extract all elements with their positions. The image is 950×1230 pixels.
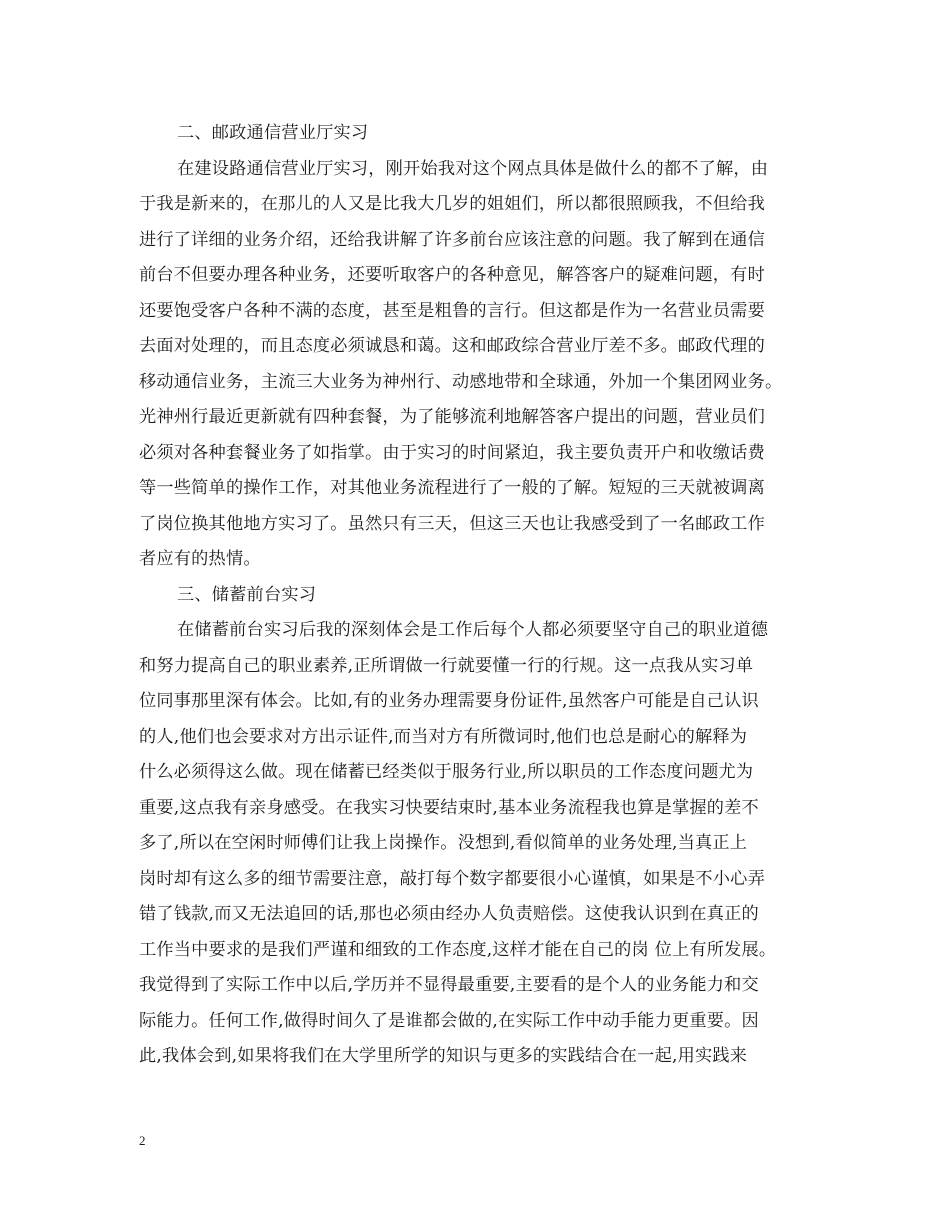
- paragraph-line: 去面对处理的，而且态度必须诚恳和蔼。这和邮政综合营业厅差不多。邮政代理的: [139, 336, 765, 356]
- paragraph-line: 位同事那里深有体会。比如,有的业务办理需要身份证件,虽然客户可能是自己认识: [139, 691, 759, 711]
- section-heading: 二、邮政通信营业厅实习: [177, 123, 369, 143]
- paragraph-line: 于我是新来的，在那儿的人又是比我大几岁的姐姐们，所以都很照顾我，不但给我: [139, 194, 765, 214]
- paragraph-line: 我觉得到了实际工作中以后,学历并不显得最重要,主要看的是个人的业务能力和交: [139, 975, 759, 995]
- paragraph-line: 移动通信业务，主流三大业务为神州行、动感地带和全球通，外加一个集团网业务。: [139, 371, 783, 392]
- paragraph-line: 错了钱款,而又无法追回的话,那也必须由经办人负责赔偿。这使我认识到在真正的: [139, 904, 759, 924]
- paragraph-line: 际能力。任何工作,做得时间久了是谁都会做的,在实际工作中动手能力更重要。因: [139, 1010, 759, 1031]
- paragraph-line: 还要饱受客户各种不满的态度，甚至是粗鲁的言行。但这都是作为一名营业员需要: [139, 300, 765, 321]
- paragraph-line: 必须对各种套餐业务了如指掌。由于实习的时间紧迫，我主要负责开户和收缴话费: [139, 442, 765, 463]
- paragraph-line: 了岗位换其他地方实习了。虽然只有三天，但这三天也让我感受到了一名邮政工作: [139, 513, 765, 534]
- section-heading: 三、储蓄前台实习: [177, 584, 317, 605]
- paragraph-line: 在储蓄前台实习后我的深刻体会是工作后每个人都必须要坚守自己的职业道德: [177, 620, 769, 640]
- paragraph-line: 光神州行最近更新就有四种套餐，为了能够流利地解答客户提出的问题，营业员们: [139, 407, 765, 427]
- paragraph-line: 等一些简单的操作工作，对其他业务流程进行了一般的了解。短短的三天就被调离: [139, 478, 765, 498]
- paragraph-line: 者应有的热情。: [139, 549, 261, 569]
- paragraph-line: 岗时却有这么多的细节需要注意，敲打每个数字都要很小心谨慎，如果是不小心弄: [139, 868, 765, 889]
- paragraph-line: 进行了详细的业务介绍，还给我讲解了许多前台应该注意的问题。我了解到在通信: [139, 229, 765, 250]
- paragraph-line: 前台不但要办理各种业务，还要听取客户的各种意见，解答客户的疑难问题，有时: [139, 265, 765, 285]
- paragraph-line: 重要,这点我有亲身感受。在我实习快要结束时,基本业务流程我也算是掌握的差不: [139, 797, 759, 818]
- paragraph-line: 此,我体会到,如果将我们在大学里所学的知识与更多的实践结合在一起,用实践来: [139, 1046, 748, 1066]
- page-number: 2: [139, 1133, 146, 1148]
- paragraph-line: 多了,所以在空闲时师傅们让我上岗操作。没想到,看似简单的业务处理,当真正上: [139, 833, 748, 853]
- paragraph-line: 什么必须得这么做。现在储蓄已经类似于服务行业,所以职员的工作态度问题尤为: [139, 762, 754, 782]
- paragraph-line: 和努力提高自己的职业素养,正所谓做一行就要懂一行的行规。这一点我从实习单: [139, 655, 754, 676]
- paragraph-line: 在建设路通信营业厅实习，刚开始我对这个网点具体是做什么的都不了解，由: [177, 158, 769, 179]
- paragraph-line: 的人,他们也会要求对方出示证件,而当对方有所微词时,他们也总是耐心的解释为: [139, 726, 748, 747]
- paragraph-line: 工作当中要求的是我们严谨和细致的工作态度,这样才能在自己的岗 位上有所发展。: [139, 939, 777, 960]
- document-body: [139, 116, 819, 1075]
